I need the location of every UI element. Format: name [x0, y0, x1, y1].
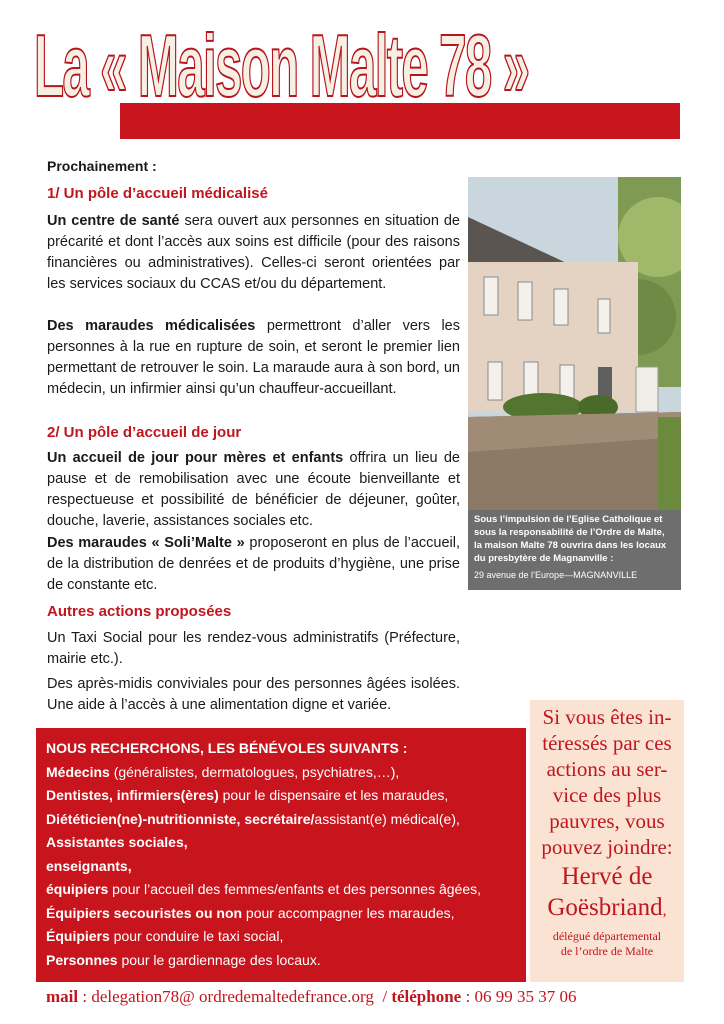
house-illustration	[468, 177, 681, 510]
volunteer-row	[46, 855, 516, 879]
contact-line: téressés par ces	[542, 731, 672, 755]
page-title: La « Maison Malte 78 »	[34, 16, 529, 115]
section3-heading: Autres actions proposées	[47, 603, 232, 620]
contact-surname-comma: ,	[662, 902, 667, 919]
volunteer-role: Personnes	[46, 951, 118, 968]
volunteer-row	[46, 902, 516, 926]
contact-line: vice des plus	[552, 783, 662, 807]
contact-line: pouvez joindre:	[541, 835, 673, 859]
section2-paragraph1	[47, 448, 460, 532]
contact-line: actions au ser-	[546, 757, 668, 781]
volunteer-row	[46, 761, 516, 785]
volunteer-role: Diététicien(ne)-nutritionniste, secrétaire/	[46, 810, 315, 827]
volunteer-row	[46, 878, 516, 902]
volunteer-role: équipiers	[46, 881, 109, 897]
volunteer-detail: pour le gardiennage des locaux.	[117, 951, 321, 968]
contact-line: Si vous êtes in-	[542, 705, 672, 729]
contact-surname: Goësbriand	[547, 894, 663, 921]
section2-p2-bold: Des maraudes « Soli’Malte »	[47, 535, 245, 551]
volunteer-row	[46, 808, 516, 832]
section1-paragraph2	[47, 316, 460, 400]
mail-link[interactable]: delegation78@ ordredemaltedefrance.org	[91, 987, 374, 1006]
caption-text: Sous l’impulsion de l’Eglise Catholique et sous la responsabilité de l’Ordre de Malte, la maison Malte 78 ouvrira dans les locaux du presbytère de Magnanville :	[474, 514, 667, 564]
volunteer-detail: pour conduire le taxi social,	[109, 928, 284, 944]
volunteer-detail: pour accompagner les maraudes,	[242, 904, 455, 921]
section2-p1-text: offrira un lieu de pause et de remobilisation avec une écoute bienveillante et respectueuse et possibilité de bénéficier de déjeuner, goûter, douche, laverie, assistances sociales etc.	[47, 450, 460, 529]
volunteer-role: Médecins	[46, 763, 110, 780]
presbytery-photo	[468, 177, 681, 510]
section1-p2-text: permettront d’aller vers les personnes à la rue en rupture de soin, et seront le premier lien permettant de retrouver le soin. La maraude aura à son bord, un médecin, un infirmier ainsi qu’un chauffeur-accueillant.	[47, 318, 460, 397]
volunteer-role: enseignants,	[46, 857, 132, 874]
contact-name-first: Hervé de	[561, 863, 653, 890]
contact-name-last	[530, 893, 684, 925]
intro-label: Prochainement :	[47, 158, 157, 174]
section2-p1-bold: Un accueil de jour pour mères et enfants	[47, 450, 344, 466]
section1-p1-bold: Un centre de santé	[47, 213, 180, 229]
volunteer-role: Équipiers secouristes ou non	[46, 904, 243, 921]
volunteers-box	[36, 728, 526, 982]
section1-p1-text: sera ouvert aux personnes en situation de précarité et dont l’accès aux soins est difficile (pour des raisons financières ou administratives). Celles-ci seront orientées par les services sociaux du CCAS et/ou du département.	[47, 213, 460, 292]
phone-number[interactable]: 06 99 35 37 06	[474, 987, 577, 1006]
section2-paragraph2	[47, 533, 460, 596]
volunteer-row	[46, 925, 516, 949]
volunteer-role: Dentistes, infirmiers(ères)	[46, 787, 219, 803]
contact-organisation: de l’ordre de Malte	[560, 944, 654, 958]
volunteer-role: Équipiers	[46, 928, 110, 944]
contact-box	[530, 700, 684, 982]
contact-line: pauvres, vous	[549, 809, 665, 833]
section2-p2-text: proposeront en plus de l’accueil, de la distribution de denrées et de produits d’hygiène, une prise de constante etc.	[47, 535, 460, 593]
volunteers-heading: NOUS RECHERCHONS, LES BÉNÉVOLES SUIVANTS :	[46, 740, 408, 756]
volunteer-row	[46, 949, 516, 973]
volunteer-row	[46, 831, 516, 855]
phone-separator: :	[461, 987, 475, 1006]
section1-heading: 1/ Un pôle d’accueil médicalisé	[47, 185, 268, 202]
section3-paragraph1: Un Taxi Social pour les rendez-vous administratifs (Préfecture, mairie etc.).	[47, 630, 460, 667]
footer-contact	[46, 987, 686, 1007]
section1-p2-bold: Des maraudes médicalisées	[47, 318, 256, 334]
volunteer-detail: assistant(e) médical(e),	[314, 810, 460, 827]
volunteer-detail: pour le dispensaire et les maraudes,	[218, 787, 449, 803]
phone-label: téléphone	[391, 987, 462, 1006]
volunteer-detail: (généralistes, dermatologues, psychiatres,…),	[109, 763, 400, 780]
mail-label: mail	[46, 987, 79, 1006]
volunteer-role: Assistantes sociales,	[46, 834, 188, 850]
section1-paragraph1	[47, 211, 460, 295]
footer-divider: /	[373, 987, 392, 1006]
section2-heading: 2/ Un pôle d’accueil de jour	[47, 424, 242, 441]
section3-paragraph2: Des après-midis conviviales pour des personnes âgées isolées. Une aide à l’accès à une alimentation digne et variée.	[47, 676, 460, 713]
volunteer-detail: pour l’accueil des femmes/enfants et des personnes âgées,	[108, 881, 482, 897]
mail-separator: :	[78, 987, 92, 1006]
photo-caption	[468, 510, 681, 590]
caption-address: 29 avenue de l’Europe—MAGNANVILLE	[474, 570, 638, 580]
contact-role: délégué départemental	[552, 929, 662, 943]
volunteer-row	[46, 784, 516, 808]
